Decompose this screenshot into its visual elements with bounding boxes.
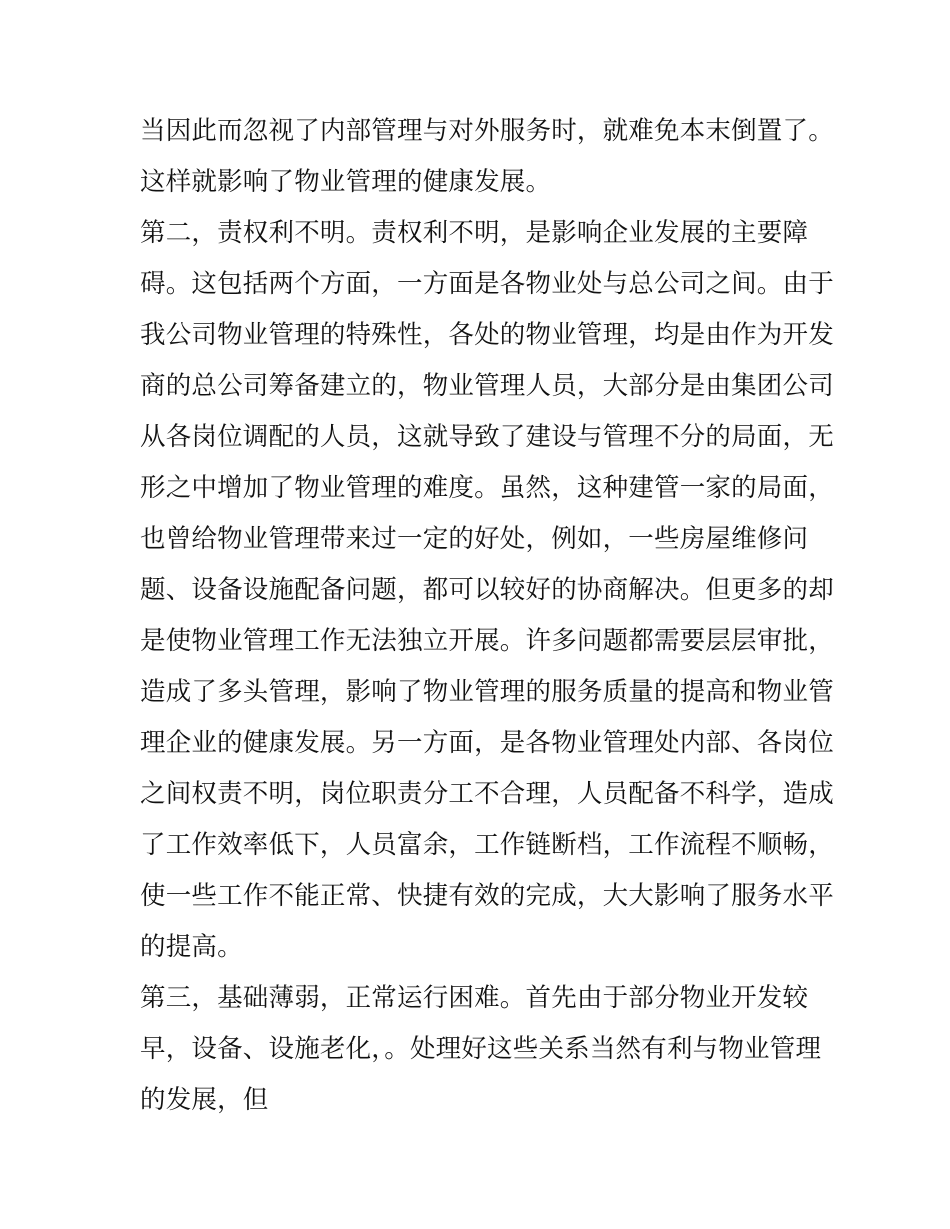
text-line: 也曾给物业管理带来过一定的好处，例如，一些房屋维修问 [140, 524, 809, 554]
text-line: 第二，责权利不明。责权利不明，是影响企业发展的主要障 [140, 218, 809, 248]
text-line: 了工作效率低下，人员富余，工作链断档，工作流程不顺畅， [140, 830, 834, 860]
text-line: 理企业的健康发展。另一方面，是各物业管理处内部、各岗位 [140, 728, 834, 758]
text-line: 造成了多头管理，影响了物业管理的服务质量的提高和物业管 [140, 677, 834, 707]
text-line: 第三，基础薄弱，正常运行困难。首先由于部分物业开发较 [140, 983, 809, 1013]
text-line: 题、设备设施配备问题，都可以较好的协商解决。但更多的却 [140, 575, 834, 605]
text-line: 当因此而忽视了内部管理与对外服务时，就难免本末倒置了。 [140, 116, 834, 146]
text-line: 之间权责不明，岗位职责分工不合理，人员配备不科学，造成 [140, 779, 834, 809]
text-line: 是使物业管理工作无法独立开展。许多问题都需要层层审批， [140, 626, 834, 656]
text-line: 使一些工作不能正常、快捷有效的完成，大大影响了服务水平 [140, 881, 834, 911]
text-line: 从各岗位调配的人员，这就导致了建设与管理不分的局面，无 [140, 422, 834, 452]
text-line: 我公司物业管理的特殊性，各处的物业管理，均是由作为开发 [140, 320, 834, 350]
text-line: 的发展，但 [140, 1085, 269, 1115]
text-line: 这样就影响了物业管理的健康发展。 [140, 167, 552, 197]
text-line: 形之中增加了物业管理的难度。虽然，这种建管一家的局面， [140, 473, 834, 503]
text-line: 早，设备、设施老化，。处理好这些关系当然有利与物业管理 [140, 1034, 822, 1064]
text-line: 碍。这包括两个方面，一方面是各物业处与总公司之间。由于 [140, 269, 834, 299]
text-line: 的提高。 [140, 932, 243, 962]
body-text [140, 106, 834, 1126]
text-line: 商的总公司筹备建立的，物业管理人员，大部分是由集团公司 [140, 371, 834, 401]
